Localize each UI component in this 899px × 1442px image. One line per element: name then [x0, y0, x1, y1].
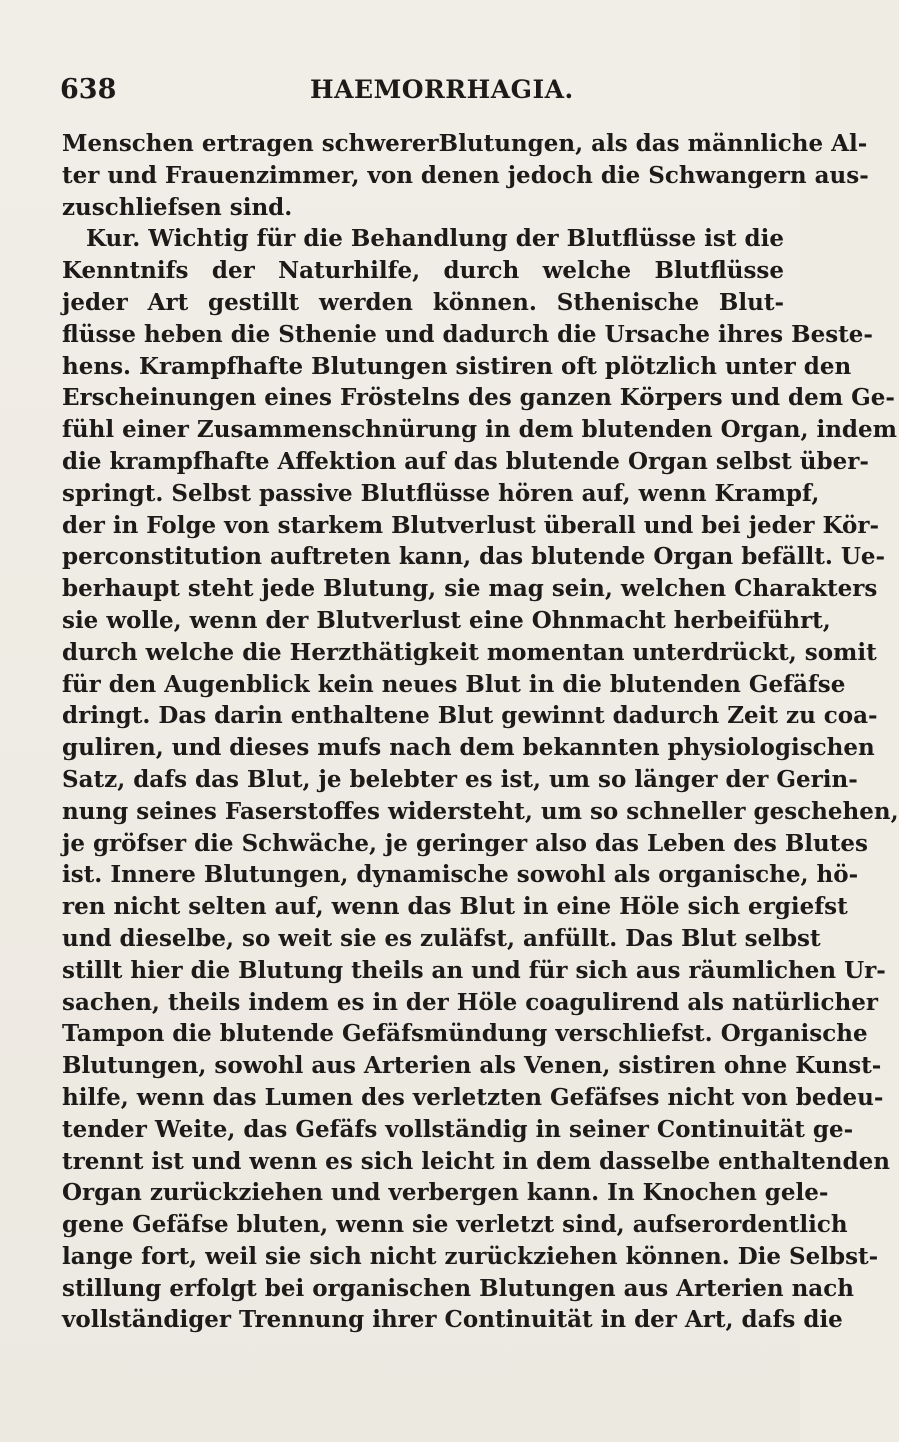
text-line: Tampon die blutende Gefäfsmündung verschliefst. Organische [62, 1020, 868, 1048]
text-line: lange fort, weil sie sich nicht zurückziehen können. Die Selbst- [62, 1242, 879, 1270]
text-line: durch welche die Herzthätigkeit momentan unterdrückt, somit [62, 638, 877, 666]
body-text [62, 128, 899, 1336]
text-line: Organ zurückziehen und verbergen kann. In Knochen gele- [62, 1179, 829, 1207]
text-line: Satz, dafs das Blut, je belebter es ist, um so länger der Gerin- [62, 765, 858, 793]
page-number: 638 [60, 74, 117, 105]
text-line: Erscheinungen eines Fröstelns des ganzen Körpers und dem Ge- [62, 384, 895, 412]
text-line: sachen, theils indem es in der Höle coagulirend als natürlicher [62, 988, 878, 1016]
text-line: gene Gefäfse bluten, wenn sie verletzt sind, aufserordentlich [62, 1211, 848, 1239]
text-line: trennt ist und wenn es sich leicht in dem dasselbe enthaltenden [62, 1147, 890, 1175]
text-line: guliren, und dieses mufs nach dem bekannten physiologischen [62, 734, 875, 762]
text-line: perconstitution auftreten kann, das blutende Organ befällt. Ue- [62, 543, 886, 571]
text-line: sie wolle, wenn der Blutverlust eine Ohnmacht herbeiführt, [62, 606, 831, 634]
text-line: jeder Art gestillt werden können. Sthenische Blut- [62, 288, 784, 316]
text-line: ter und Frauenzimmer, von denen jedoch die Schwangern aus- [62, 161, 869, 189]
text-line: für den Augenblick kein neues Blut in die blutenden Gefäfse [62, 670, 846, 698]
text-line: Kur. Wichtig für die Behandlung der Blutflüsse ist die [86, 225, 784, 253]
text-line: Blutungen, sowohl aus Arterien als Venen, sistiren ohne Kunst- [62, 1052, 882, 1080]
text-line: zuschliefsen sind. [62, 193, 293, 221]
text-line: hilfe, wenn das Lumen des verletzten Gefäfses nicht von bedeu- [62, 1083, 884, 1111]
text-line: hens. Krampfhafte Blutungen sistiren oft plötzlich unter den [62, 352, 852, 380]
running-title: HAEMORRHAGIA. [310, 75, 574, 104]
text-line: stillung erfolgt bei organischen Blutungen aus Arterien nach [62, 1274, 854, 1302]
text-line: berhaupt steht jede Blutung, sie mag sein, welchen Charakters [62, 575, 878, 603]
text-line: je gröfser die Schwäche, je geringer also das Leben des Blutes [62, 829, 868, 857]
text-line: Kenntnifs der Naturhilfe, durch welche Blutflüsse [62, 257, 784, 285]
text-line: nung seines Faserstoffes widersteht, um so schneller geschehen, [62, 797, 899, 825]
text-line: vollständiger Trennung ihrer Continuität in der Art, dafs die [62, 1306, 843, 1334]
page-header [60, 70, 780, 110]
text-line: springt. Selbst passive Blutflüsse hören auf, wenn Krampf, [62, 479, 820, 507]
text-line: flüsse heben die Sthenie und dadurch die Ursache ihres Beste- [62, 320, 873, 348]
text-line: Menschen ertragen schwererBlutungen, als das männliche Al- [62, 130, 868, 157]
text-line: tender Weite, das Gefäfs vollständig in seiner Continuität ge- [62, 1115, 854, 1143]
text-line: fühl einer Zusammenschnürung in dem blutenden Organ, indem [62, 416, 897, 444]
text-line: ren nicht selten auf, wenn das Blut in eine Höle sich ergiefst [62, 893, 848, 921]
text-line: dringt. Das darin enthaltene Blut gewinnt dadurch Zeit zu coa- [62, 702, 878, 730]
text-line: der in Folge von starkem Blutverlust überall und bei jeder Kör- [62, 511, 880, 539]
text-line: und dieselbe, so weit sie es zuläfst, anfüllt. Das Blut selbst [62, 924, 821, 952]
text-line: stillt hier die Blutung theils an und für sich aus räumlichen Ur- [62, 956, 886, 984]
text-line: ist. Innere Blutungen, dynamische sowohl als organische, hö- [62, 861, 859, 889]
text-line: die krampfhafte Affektion auf das blutende Organ selbst über- [62, 447, 869, 475]
